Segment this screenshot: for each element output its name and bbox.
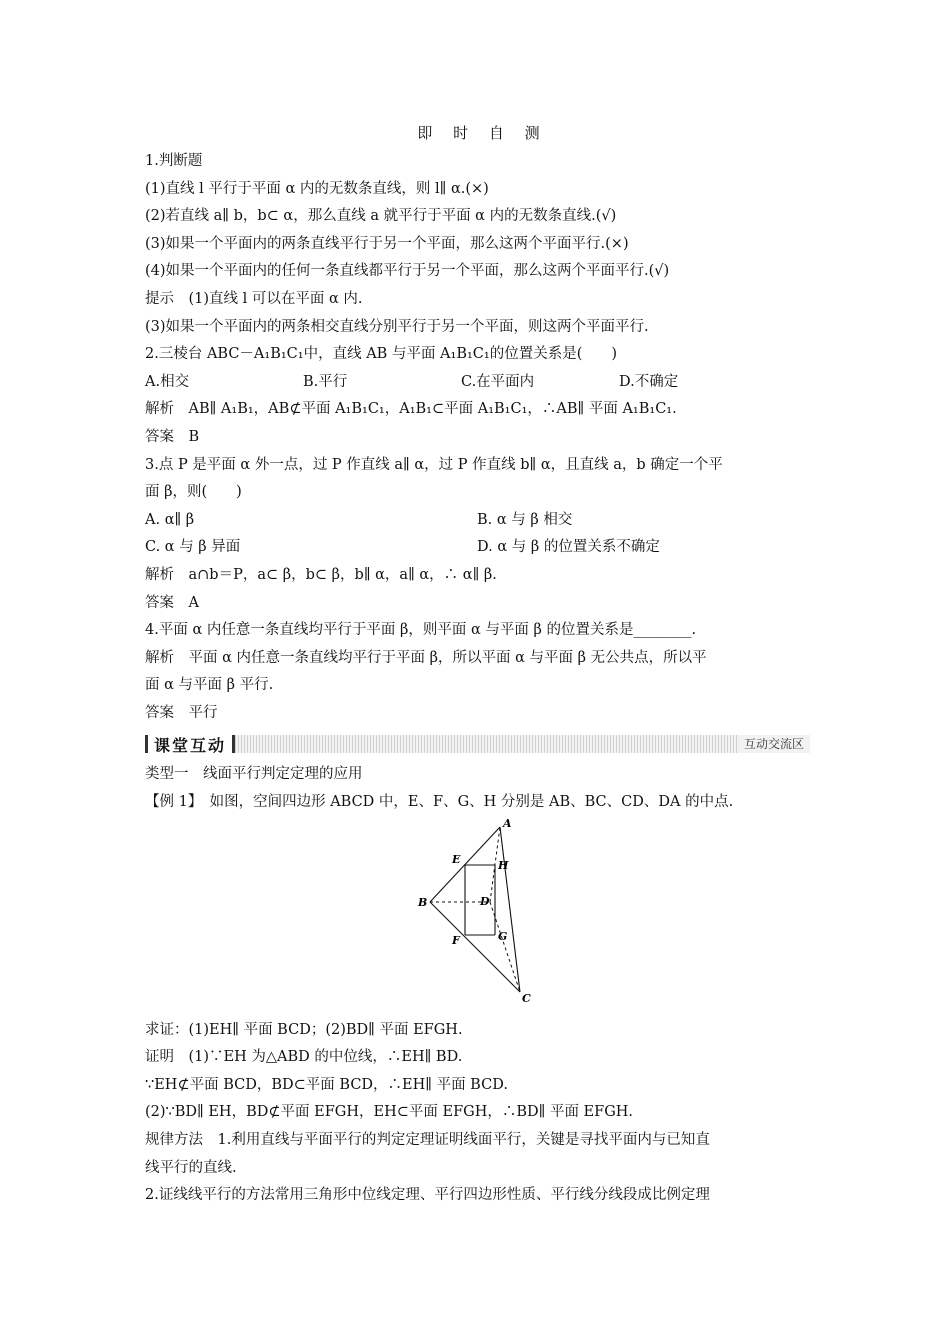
label-g: G [498,929,508,943]
q3-answer: 答案 A [145,594,199,611]
method-line-2: 2.证线线平行的方法常用三角形中位线定理、平行四边形性质、平行线分线段成比例定理 [145,1187,710,1204]
q2-option-c: C.在平面内 [461,373,535,390]
label-a: A [503,816,512,830]
example-stem: 【例 1】 如图，空间四边形 ABCD 中，E、F、G、H 分别是 AB、BC、CD、DA 的中点. [145,794,734,811]
q1-hint-2: (3)如果一个平面内的两条相交直线分别平行于另一个平面，则这两个平面平行. [145,318,649,335]
q4-stem: 4.平面 α 内任意一条直线均平行于平面 β，则平面 α 与平面 β 的位置关系是________. [145,622,697,639]
q4-analysis-2: 面 α 与平面 β 平行. [145,677,274,694]
edge-ac [500,827,520,992]
section-banner [145,733,810,755]
q1-item-2: (2)若直线 a∥ b，b⊂ α，那么直线 a 就平行于平面 α 内的无数条直线.(√) [145,208,617,225]
q4-answer: 答案 平行 [145,704,218,721]
label-c: C [522,991,531,1005]
q2-answer: 答案 B [145,428,200,445]
edge-cd [490,902,520,992]
q3-option-c: C. α 与 β 异面 [145,539,241,556]
label-f: F [452,933,460,947]
q3-option-d: D. α 与 β 的位置关系不确定 [477,539,660,556]
proof-line-3: (2)∵BD∥ EH，BD⊄平面 EFGH，EH⊂平面 EFGH，∴BD∥ 平面 EFGH. [145,1104,634,1121]
q1-item-1: (1)直线 l 平行于平面 α 内的无数条直线，则 l∥ α.(×) [145,180,489,197]
q1-item-3: (3)如果一个平面内的两条直线平行于另一个平面，那么这两个平面平行.(×) [145,235,629,252]
q3-option-b: B. α 与 β 相交 [477,511,573,528]
section-title: 即 时 自 测 [417,124,548,142]
tetrahedron-figure [145,817,810,1017]
proof-line-1: 证明 (1)∵EH 为△ABD 的中位线，∴EH∥ BD. [145,1049,463,1066]
document-page [145,118,810,1210]
label-b: B [418,895,428,909]
q3-options-row-1 [145,507,810,535]
q2-analysis: 解析 AB∥ A₁B₁，AB⊄平面 A₁B₁C₁，A₁B₁⊂平面 A₁B₁C₁，∴AB∥ 平面 A₁B₁C₁. [145,401,677,418]
edge-bc [430,902,520,992]
banner-stripe [235,735,810,753]
q2-options [145,369,810,397]
prove-statement: 求证：(1)EH∥ 平面 BCD；(2)BD∥ 平面 EFGH. [145,1021,463,1038]
method-line-1b: 线平行的直线. [145,1159,237,1176]
q1-head: 1.判断题 [145,153,203,169]
type-heading: 类型一 线面平行判定定理的应用 [145,766,363,783]
q3-option-a: A. α∥ β [145,511,195,528]
label-e: E [452,852,461,866]
method-line-1: 规律方法 1.利用直线与平面平行的判定定理证明线面平行，关键是寻找平面内与已知直 [145,1132,710,1149]
label-h: H [498,858,509,872]
q3-stem-1: 3.点 P 是平面 α 外一点，过 P 作直线 a∥ α，过 P 作直线 b∥ α，且直线 a，b 确定一个平 [145,456,723,473]
q2-option-b: B.平行 [303,373,348,390]
tetrahedron-diagram [410,817,550,1012]
q1-item-4: (4)如果一个平面内的任何一条直线都平行于另一个平面，那么这两个平面平行.(√) [145,263,670,280]
q1-hint-1: 提示 (1)直线 l 可以在平面 α 内. [145,290,363,307]
q3-options-row-2 [145,534,810,562]
proof-line-2: ∵EH⊄平面 BCD，BD⊂平面 BCD，∴EH∥ 平面 BCD. [145,1076,508,1093]
q3-analysis: 解析 a∩b＝P，a⊂ β，b⊂ β，b∥ α，a∥ α，∴ α∥ β. [145,566,497,583]
banner-tag: 互动交流区 [738,735,810,753]
q2-stem: 2.三棱台 ABC－A₁B₁C₁中，直线 AB 与平面 A₁B₁C₁的位置关系是( ) [145,346,618,363]
label-d: D [480,894,490,908]
q2-option-a: A.相交 [145,373,190,390]
q4-analysis-1: 解析 平面 α 内任意一条直线均平行于平面 β，所以平面 α 与平面 β 无公共点，所以平 [145,649,707,666]
banner-title: 课堂互动 [154,735,227,755]
q3-stem-2: 面 β，则( ) [145,484,242,501]
q2-option-d: D.不确定 [619,373,679,390]
